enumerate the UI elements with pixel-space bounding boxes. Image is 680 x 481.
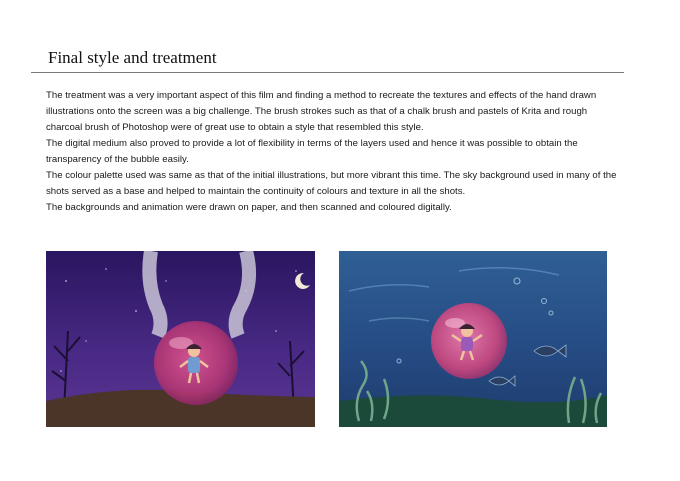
illustration-underwater-bubble bbox=[339, 251, 607, 427]
page-title: Final style and treatment bbox=[48, 48, 217, 67]
night-bubble-artwork bbox=[46, 251, 315, 427]
illustration-night-bubble bbox=[46, 251, 315, 427]
body-text bbox=[46, 88, 626, 216]
title-divider bbox=[31, 72, 624, 73]
paragraph-treatment: The treatment was a very important aspect of this film and finding a method to recreate the textures and effects of the hand drawn illustrations onto the screen was a big challenge. The brush strokes such as that of a chalk brush and pastels of Krita and rough charcoal brush of Photoshop were of great use to obtain a style that resembled this style. bbox=[46, 90, 597, 133]
paragraph-colour-palette: The colour palette used was same as that of the initial illustrations, but more vibrant this time. The sky background used in many of the shots served as a base and helped to maintain the continuity of colours and texture in all the shots. bbox=[46, 170, 617, 197]
paragraph-backgrounds: The backgrounds and animation were drawn on paper, and then scanned and coloured digitally. bbox=[46, 202, 452, 213]
underwater-bubble-artwork bbox=[339, 251, 607, 427]
paragraph-digital-medium: The digital medium also proved to provide a lot of flexibility in terms of the layers used and hence it was possible to obtain the transparency of the bubble easily. bbox=[46, 138, 578, 165]
